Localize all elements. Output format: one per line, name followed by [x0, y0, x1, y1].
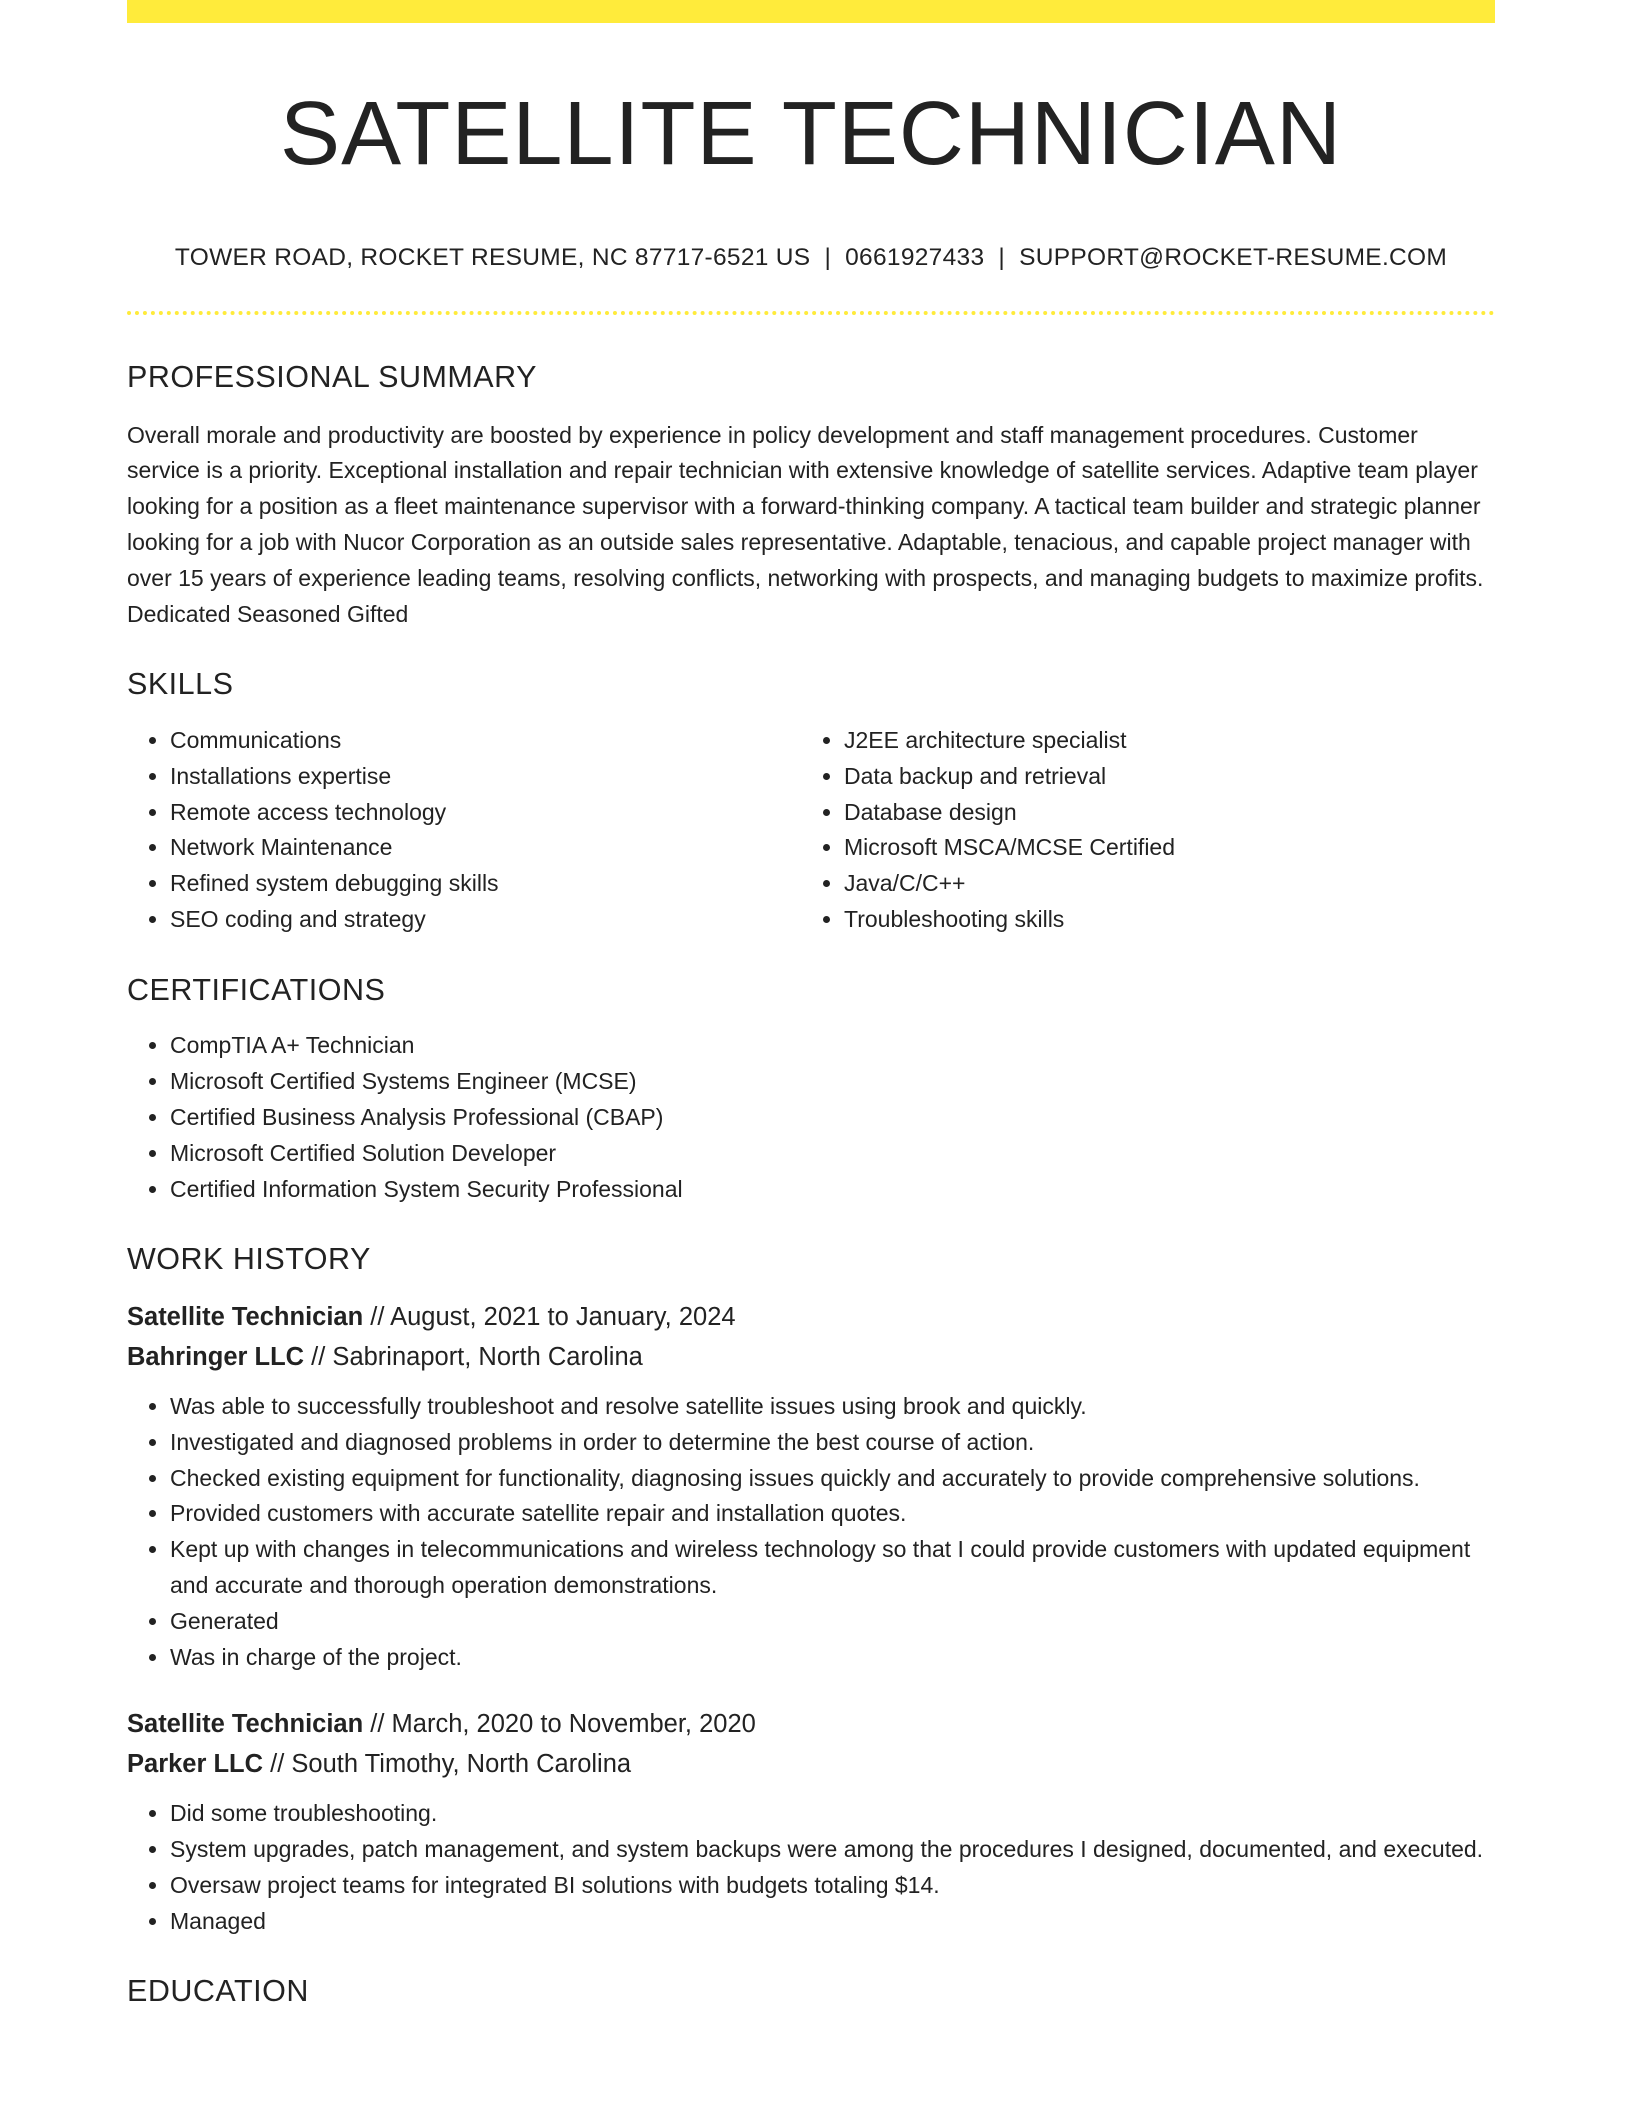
work-history-heading: WORK HISTORY [127, 1242, 371, 1277]
skill-item: • Installations expertise [170, 759, 801, 795]
resume-page [127, 0, 1495, 2010]
job-bullet: • Was able to successfully troubleshoot and resolve satellite issues using brook and quickly. [170, 1389, 1495, 1425]
job-entry [127, 1704, 1495, 1939]
certifications-heading: CERTIFICATIONS [127, 972, 386, 1007]
job-dates: // March, 2020 to November, 2020 [363, 1710, 756, 1739]
resume-name: SATELLITE TECHNICIAN [280, 84, 1342, 184]
skill-item: • Refined system debugging skills [170, 866, 801, 902]
contact-address: TOWER ROAD, ROCKET RESUME, NC 87717-6521 US [174, 244, 811, 271]
job-bullet: • Was in charge of the project. [170, 1640, 1495, 1676]
skill-item: • Troubleshooting skills [844, 902, 1475, 938]
job-title: Satellite Technician [127, 1302, 364, 1331]
skills-list-left [127, 723, 801, 938]
skills-left-column [127, 723, 801, 938]
skill-item: • J2EE architecture specialist [844, 723, 1475, 759]
certification-item: • Microsoft Certified Systems Engineer (MCSE) [170, 1064, 1495, 1100]
skills-right-column [801, 723, 1475, 938]
job-bullets [127, 1796, 1495, 1939]
job-company-line [127, 1744, 1495, 1784]
job-bullet: • Checked existing equipment for functionality, diagnosing issues quickly and accurately to provide comprehensive solutions. [170, 1461, 1495, 1497]
skill-item: • Network Maintenance [170, 830, 801, 866]
job-dates: // August, 2021 to January, 2024 [363, 1302, 736, 1331]
job-title: Satellite Technician [127, 1710, 364, 1739]
certification-item: • Certified Business Analysis Professional (CBAP) [170, 1100, 1495, 1136]
job-title-line [127, 1704, 1495, 1744]
skill-item: • Java/C/C++ [844, 866, 1475, 902]
contact-line [127, 244, 1495, 272]
skill-item: • Data backup and retrieval [844, 759, 1475, 795]
skill-item: • Communications [170, 723, 801, 759]
summary-text: Overall morale and productivity are boosted by experience in policy development and staff management procedures. Customer service is a priority. Exceptional installation and repair technician with extensive knowledge of satellite services. Adaptive team player looking for a position as a fleet maintenance supervisor with a forward-thinking company. A tactical team builder and strategic planner looking for a job with Nucor Corporation as an outside sales representative. Adaptable, tenacious, and capable project manager with over 15 years of experience leading teams, resolving conflicts, networking with prospects, and managing budgets to maximize profits. Dedicated Seasoned Gifted [127, 421, 1484, 627]
skills-heading: SKILLS [127, 667, 234, 702]
skill-item: • SEO coding and strategy [170, 902, 801, 938]
job-entry [127, 1297, 1495, 1675]
job-company: Bahringer LLC [127, 1342, 305, 1371]
job-bullet: • Did some troubleshooting. [170, 1796, 1495, 1832]
contact-separator: | [824, 244, 832, 271]
job-title-line [127, 1297, 1495, 1337]
skill-item: • Database design [844, 795, 1475, 831]
dotted-divider [127, 311, 1495, 315]
job-location: // South Timothy, North Carolina [263, 1750, 632, 1779]
contact-email: SUPPORT@ROCKET-RESUME.COM [1019, 244, 1448, 271]
job-location: // Sabrinaport, North Carolina [304, 1342, 643, 1371]
job-bullet: • Investigated and diagnosed problems in order to determine the best course of action. [170, 1425, 1495, 1461]
job-company: Parker LLC [127, 1750, 264, 1779]
skills-list-right [801, 723, 1475, 938]
job-bullet: • Kept up with changes in telecommunications and wireless technology so that I could provide customers with updated equipment and accurate and thorough operation demonstrations. [170, 1532, 1495, 1604]
certification-item: • Certified Information System Security Professional [170, 1172, 1495, 1208]
summary-heading: PROFESSIONAL SUMMARY [127, 360, 537, 394]
job-bullet: • Oversaw project teams for integrated BI solutions with budgets totaling $14. [170, 1868, 1495, 1904]
contact-separator: | [998, 244, 1006, 271]
skill-item: • Remote access technology [170, 795, 801, 831]
job-bullet: • Provided customers with accurate satellite repair and installation quotes. [170, 1496, 1495, 1532]
job-bullet: • Generated [170, 1604, 1495, 1640]
skills-columns [127, 723, 1495, 938]
job-bullet: • System upgrades, patch management, and system backups were among the procedures I designed, documented, and executed. [170, 1832, 1495, 1868]
contact-phone: 0661927433 [845, 244, 985, 271]
top-accent-bar [127, 0, 1495, 23]
certification-item: • CompTIA A+ Technician [170, 1028, 1495, 1064]
certification-item: • Microsoft Certified Solution Developer [170, 1136, 1495, 1172]
skill-item: • Microsoft MSCA/MCSE Certified [844, 830, 1475, 866]
job-bullet: • Managed [170, 1904, 1495, 1940]
job-bullets [127, 1389, 1495, 1675]
education-heading: EDUCATION [127, 1974, 309, 2009]
job-company-line [127, 1337, 1495, 1377]
certifications-list [127, 1028, 1495, 1207]
